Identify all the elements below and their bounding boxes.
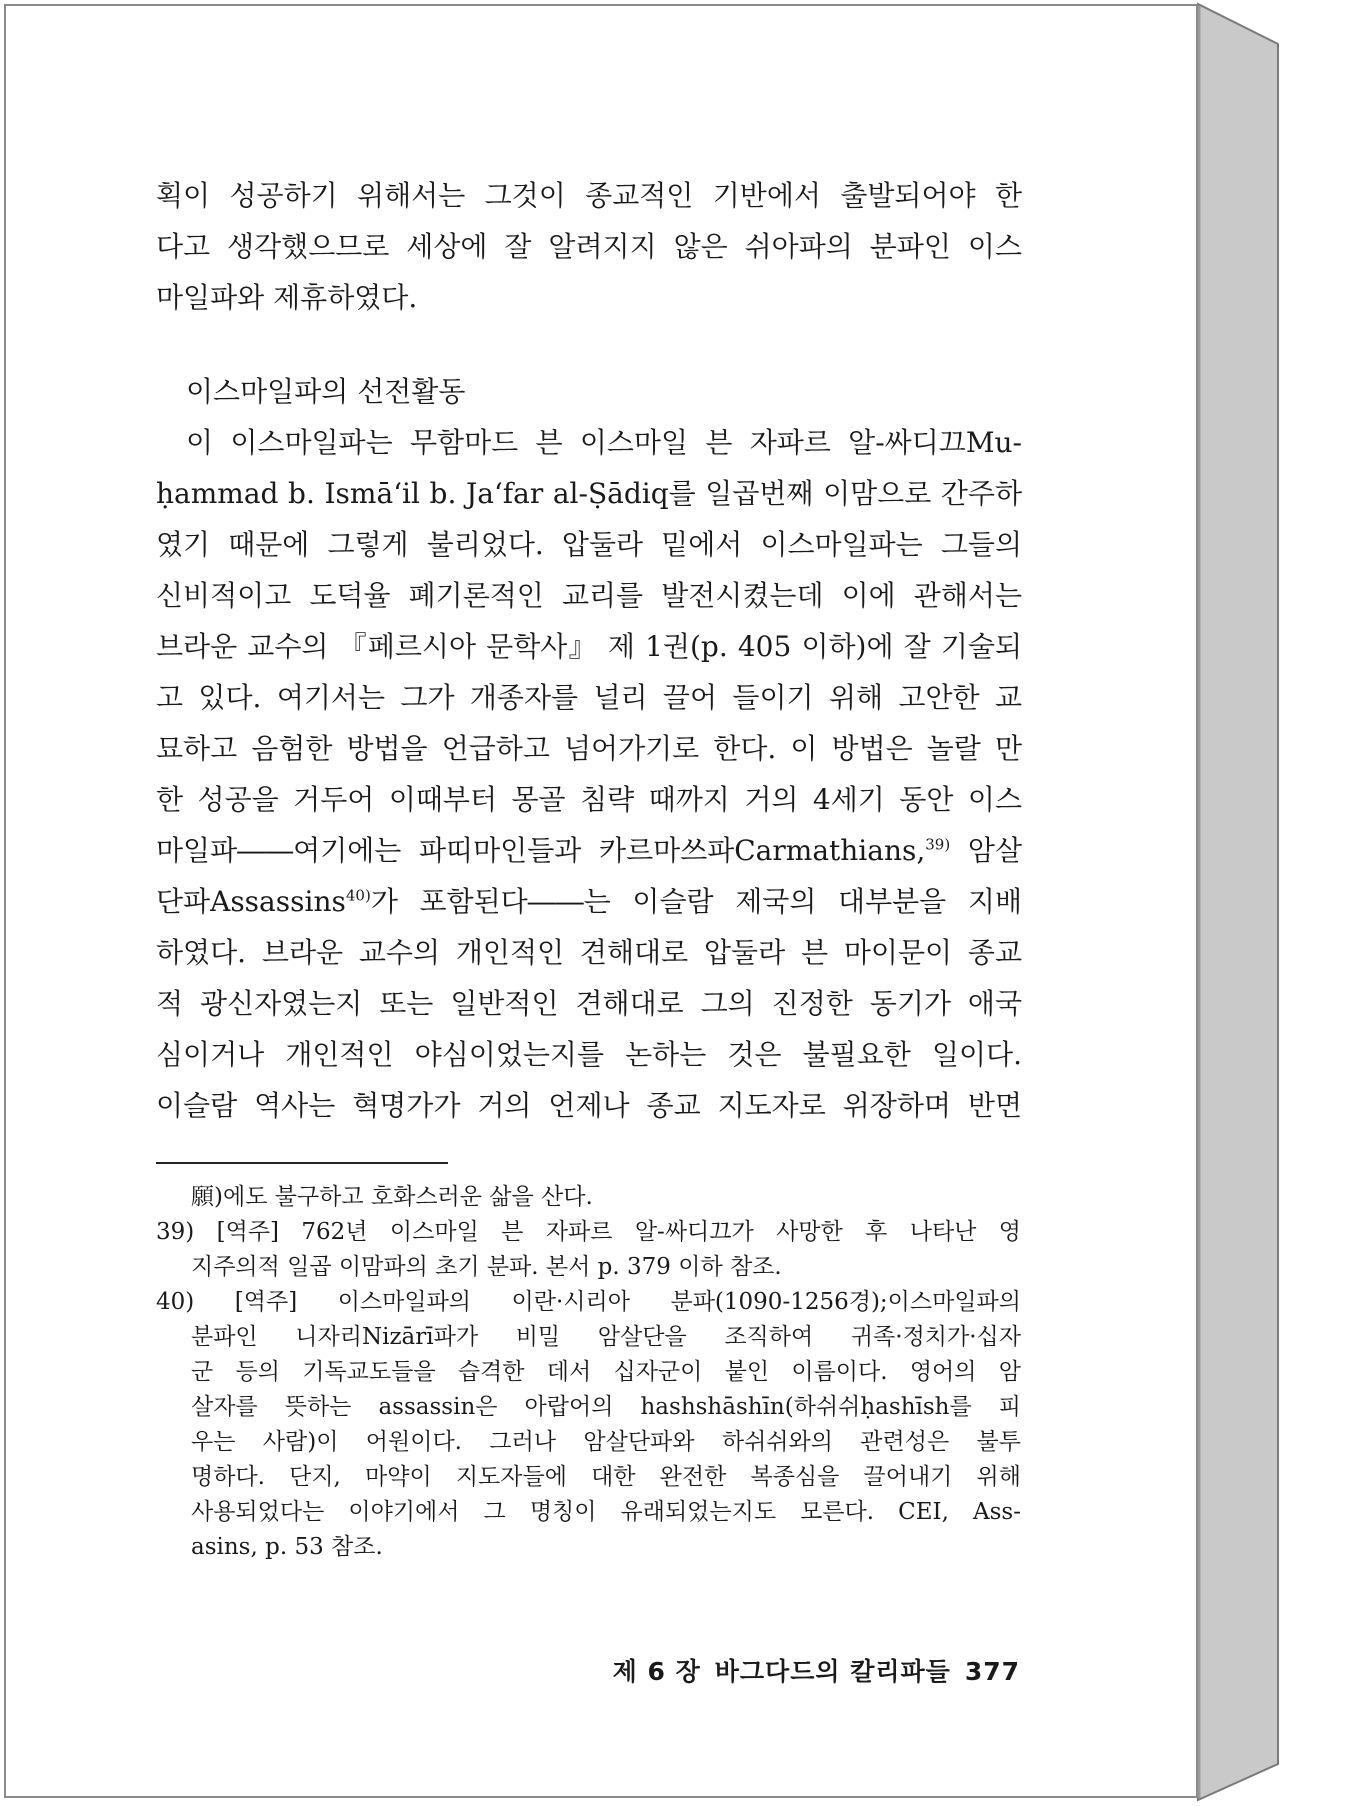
body-line: 이슬람 역사는 혁명가가 거의 언제나 종교 지도자로 위장하며 반면	[156, 1089, 1022, 1122]
running-footer	[599, 1656, 1020, 1688]
page-content	[6, 6, 1200, 1800]
footnote-39-line: 39) [역주] 762년 이스마일 븐 자파르 알-싸디끄가 사망한 후 나타난 영	[156, 1219, 1021, 1245]
footnote-40-line: 40) [역주] 이스마일파의 이란·시리아 분파(1090-1256경);이스마일파의	[156, 1289, 1021, 1315]
section-heading: 이스마일파의 선전활동	[186, 375, 466, 408]
body-line: 다고 생각했으므로 세상에 잘 알려지지 않은 쉬아파의 분파인 이스	[156, 230, 1022, 263]
footnote-40-line: asins, p. 53 참조.	[191, 1534, 383, 1560]
footnote-40-line: 명하다. 단지, 마약이 지도자들에 대한 완전한 복종심을 끌어내기 위해	[191, 1464, 1021, 1490]
page-number: 377	[964, 1657, 1020, 1686]
footnote-40-line: 우는 사람)이 어원이다. 그러나 암살단파와 하쉬쉬와의 관련성은 불투	[191, 1429, 1021, 1455]
footnote-40-line: 군 등의 기독교도들을 습격한 데서 십자군이 붙인 이름이다. 영어의 암	[191, 1359, 1021, 1385]
book-page	[4, 4, 1198, 1798]
body-line: ḥammad b. Ismā‘il b. Ja‘far al-Ṣādiq를 일곱번째 이맘으로 간주하	[156, 477, 1022, 510]
body-text: 가 포함된다――는 이슬람 제국의 대부분을 지배	[370, 885, 1022, 918]
book-side-face	[1198, 4, 1278, 1800]
body-line: 브라운 교수의 『페르시아 문학사』 제 1권(p. 405 이하)에 잘 기술되	[156, 630, 1022, 663]
footnote-carryover: 願)에도 불구하고 호화스러운 삶을 산다.	[191, 1184, 593, 1210]
chapter-label: 제 6 장	[612, 1657, 701, 1686]
footnote-40-line: 사용되었다는 이야기에서 그 명칭이 유래되었는지도 모른다. CEI, Ass-	[191, 1499, 1021, 1525]
body-line: 하였다. 브라운 교수의 개인적인 견해대로 압둘라 븐 마이문이 종교	[156, 936, 1022, 969]
body-line: 신비적이고 도덕율 폐기론적인 교리를 발전시켰는데 이에 관해서는	[156, 579, 1022, 612]
body-line: 적 광신자였는지 또는 일반적인 견해대로 그의 진정한 동기가 애국	[156, 987, 1022, 1020]
footnote-40-line: 분파인 니자리Nizārī파가 비밀 암살단을 조직하여 귀족·정치가·십자	[191, 1324, 1021, 1350]
body-text: 암살	[950, 834, 1022, 867]
footnote-39-line: 지주의적 일곱 이맘파의 초기 분파. 본서 p. 379 이하 참조.	[191, 1254, 782, 1280]
footnote-ref-40: 40)	[345, 886, 371, 905]
body-text: 단파Assassins	[156, 885, 346, 918]
body-line: 이 이스마일파는 무함마드 븐 이스마일 븐 자파르 알-싸디끄Mu-	[186, 426, 1022, 459]
footnote-ref-39: 39)	[925, 835, 951, 854]
body-line: 획이 성공하기 위해서는 그것이 종교적인 기반에서 출발되어야 한	[156, 179, 1022, 212]
body-line: 심이거나 개인적인 야심이었는지를 논하는 것은 불필요한 일이다.	[156, 1038, 1022, 1071]
body-text: 마일파――여기에는 파띠마인들과 카르마쓰파Carmathians,	[156, 834, 926, 867]
body-line-with-footnote	[156, 833, 1022, 869]
body-line: 마일파와 제휴하였다.	[156, 281, 418, 314]
body-line: 였기 때문에 그렇게 불리었다. 압둘라 밑에서 이스마일파는 그들의	[156, 528, 1022, 561]
footnote-separator	[156, 1162, 448, 1164]
chapter-title: 바그다드의 칼리파들	[714, 1657, 951, 1686]
body-line: 고 있다. 여기서는 그가 개종자를 널리 끌어 들이기 위해 고안한 교	[156, 681, 1022, 714]
footnote-40-line: 살자를 뜻하는 assassin은 아랍어의 hashshāshīn(하쉬쉬ḥashīsh를 피	[191, 1394, 1021, 1420]
body-line: 묘하고 음험한 방법을 언급하고 넘어가기로 한다. 이 방법은 놀랄 만	[156, 732, 1022, 765]
body-line-with-footnote	[156, 884, 1022, 920]
body-line: 한 성공을 거두어 이때부터 몽골 침략 때까지 거의 4세기 동안 이스	[156, 783, 1022, 816]
